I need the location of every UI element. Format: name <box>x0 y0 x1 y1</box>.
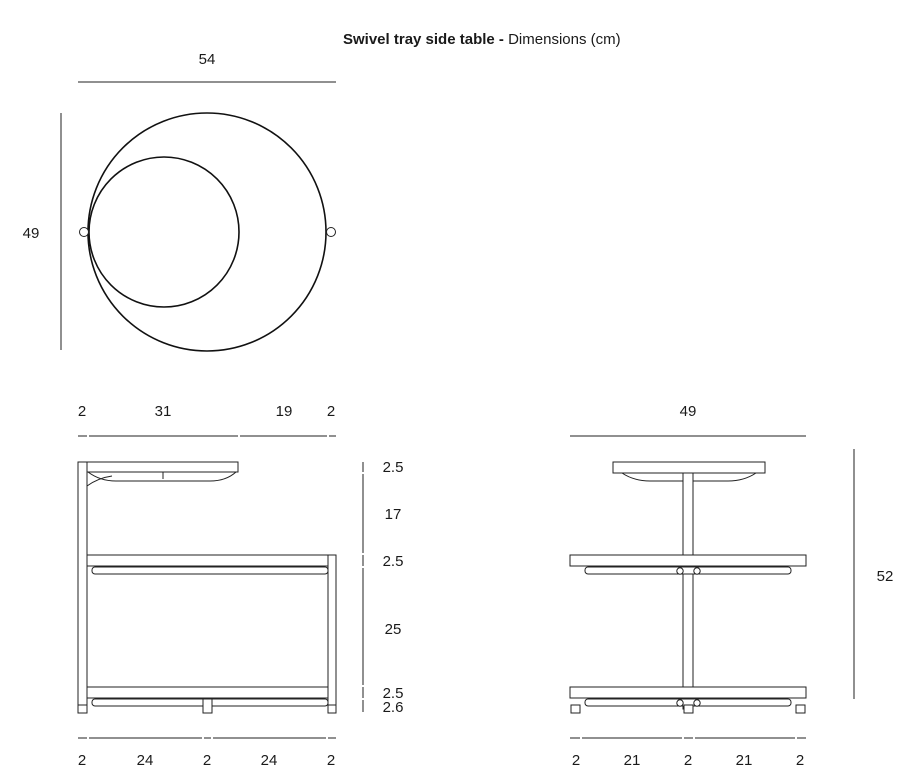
side-view <box>78 403 404 769</box>
side-foot-middle <box>203 699 212 713</box>
front-middle-rail <box>585 567 791 574</box>
side-foot-right <box>328 705 336 713</box>
front-bottom-dim-4: 21 <box>735 752 753 769</box>
title-separator: - <box>494 31 509 48</box>
right-pivot-knob <box>327 228 336 237</box>
front-foot-middle <box>684 705 693 713</box>
side-bottom-dim-4: 24 <box>260 752 278 769</box>
side-height-label-3: 2.5 <box>382 553 404 570</box>
left-pivot-knob <box>80 228 89 237</box>
side-height-label-5: 2.5 <box>382 685 404 702</box>
side-top-dim-4: 2 <box>326 403 336 420</box>
front-foot-right <box>796 705 805 713</box>
side-middle-shelf <box>87 555 336 566</box>
front-vertical-post <box>683 473 693 709</box>
top-view-depth-label: 49 <box>22 225 40 242</box>
side-height-label-4: 25 <box>384 621 402 638</box>
side-bottom-dim-2: 24 <box>136 752 154 769</box>
front-width-label: 49 <box>679 403 697 420</box>
front-bottom-dim-1: 2 <box>571 752 581 769</box>
side-bottom-dim-3: 2 <box>202 752 212 769</box>
side-bottom-dim-5: 2 <box>326 752 336 769</box>
top-view <box>23 51 336 351</box>
side-height-label-6: 2.6 <box>382 699 404 716</box>
front-bottom-bolt-left <box>677 700 683 706</box>
front-bottom-bolt-right <box>694 700 700 706</box>
front-top-tray <box>613 462 765 473</box>
side-top-dim-1: 2 <box>77 403 87 420</box>
title-subtitle: Dimensions (cm) <box>508 31 621 48</box>
side-top-tray <box>78 462 238 472</box>
front-middle-bolt-right <box>694 568 700 574</box>
side-top-dim-2: 31 <box>154 403 172 420</box>
front-bottom-shelf <box>570 687 806 698</box>
side-bottom-shelf <box>87 687 328 698</box>
front-middle-bolt-left <box>677 568 683 574</box>
side-top-dim-3: 19 <box>275 403 293 420</box>
front-height-label: 52 <box>876 568 894 585</box>
side-rear-leg <box>328 555 336 708</box>
side-height-label-1: 2.5 <box>382 459 404 476</box>
title-product-name: Swivel tray side table <box>343 31 495 48</box>
top-view-width-label: 54 <box>198 51 216 68</box>
side-foot-left <box>78 705 87 713</box>
front-bottom-dim-3: 2 <box>683 752 693 769</box>
large-tray-outline <box>88 113 326 351</box>
side-height-label-2: 17 <box>384 506 402 523</box>
side-vertical-post <box>78 462 87 708</box>
front-view <box>570 403 893 769</box>
front-foot-left <box>571 705 580 713</box>
front-bottom-dim-5: 2 <box>795 752 805 769</box>
small-tray-outline <box>89 157 239 307</box>
front-bottom-dim-2: 21 <box>623 752 641 769</box>
side-post-bend <box>87 476 112 486</box>
side-bottom-dim-1: 2 <box>77 752 87 769</box>
side-middle-rail <box>92 567 328 574</box>
front-middle-shelf <box>570 555 806 566</box>
